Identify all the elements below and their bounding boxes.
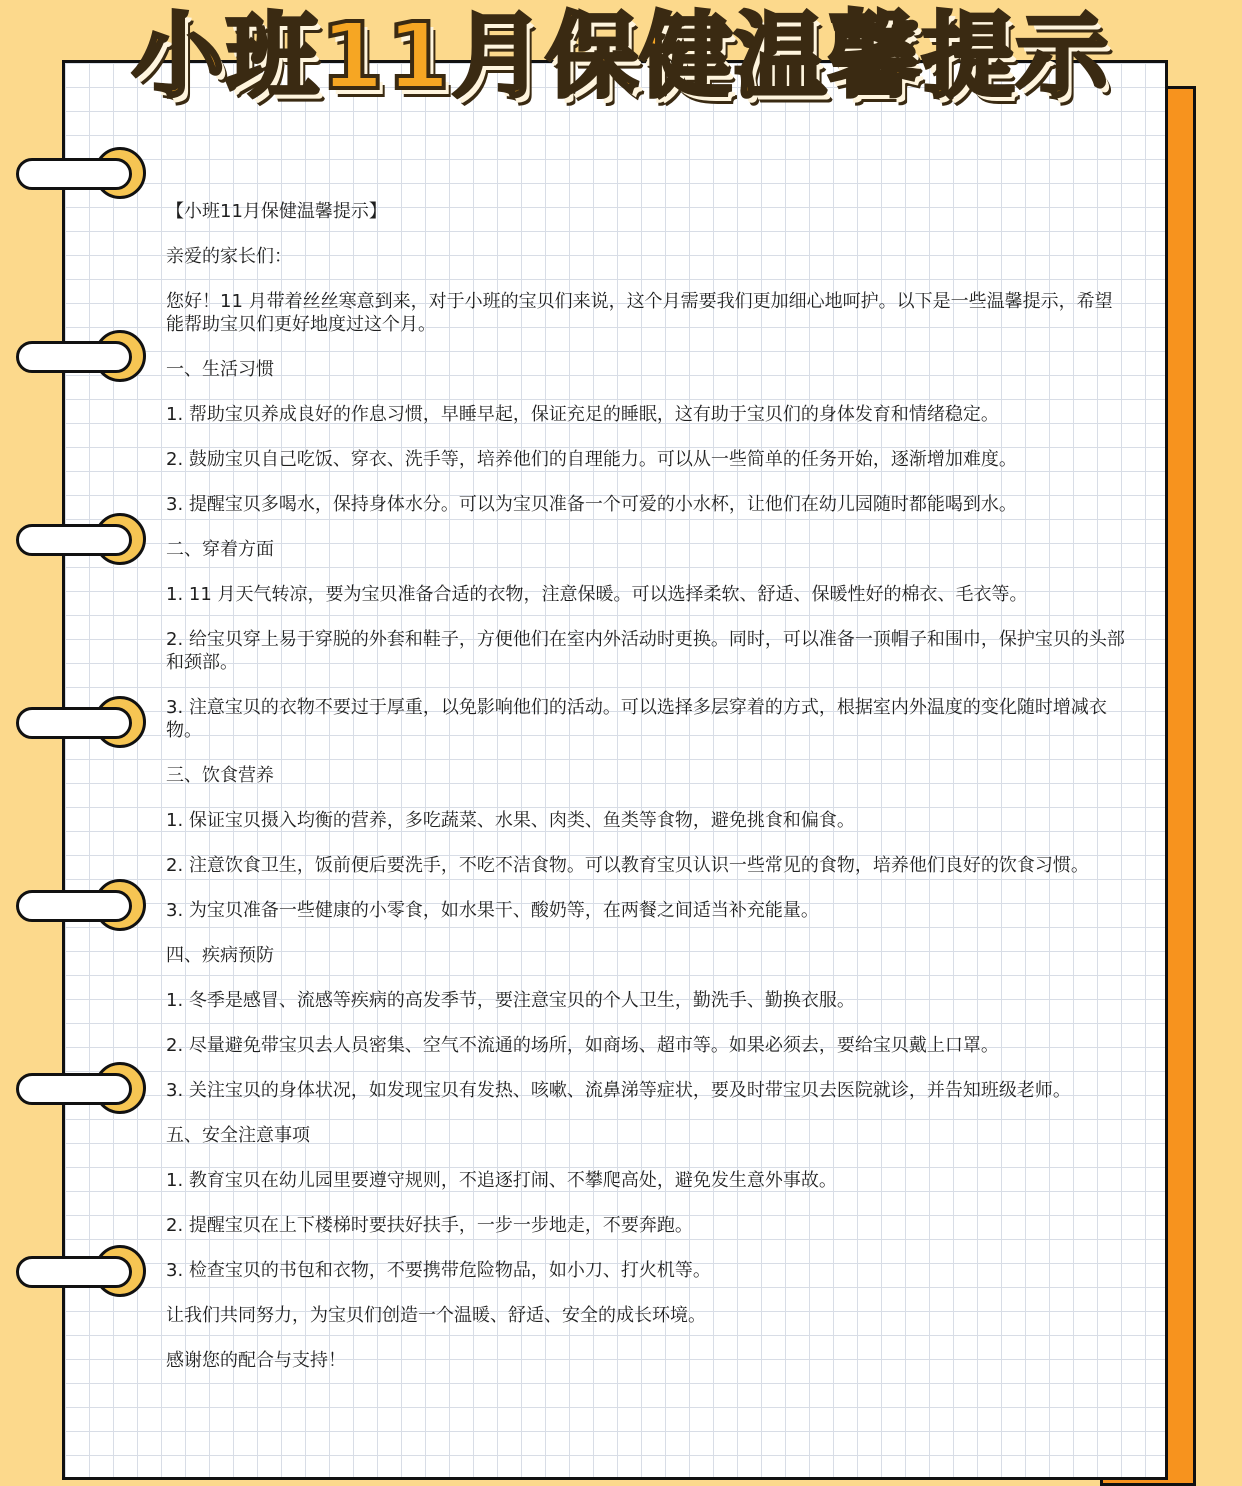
list-item: 2. 给宝贝穿上易于穿脱的外套和鞋子，方便他们在室内外活动时更换。同时，可以准备一顶帽子和围巾，保护宝贝的头部和颈部。 bbox=[166, 629, 1125, 673]
page-title: 小班11月保健温馨提示 bbox=[131, 3, 1111, 110]
list-item: 3. 提醒宝贝多喝水，保持身体水分。可以为宝贝准备一个可爱的小水杯，让他们在幼儿园随时都能喝到水。 bbox=[166, 494, 1017, 515]
binder-ring-icon bbox=[16, 148, 148, 200]
list-item: 1. 11 月天气转凉，要为宝贝准备合适的衣物，注意保暖。可以选择柔软、舒适、保暖性好的棉衣、毛衣等。 bbox=[166, 584, 1028, 605]
greeting: 亲爱的家长们： bbox=[166, 246, 292, 267]
intro-paragraph: 您好！11 月带着丝丝寒意到来，对于小班的宝贝们来说，这个月需要我们更加细心地呵护。以下是一些温馨提示，希望能帮助宝贝们更好地度过这个月。 bbox=[166, 291, 1113, 335]
section-heading: 五、安全注意事项 bbox=[166, 1125, 310, 1146]
section-heading: 四、疾病预防 bbox=[166, 945, 274, 966]
list-item: 1. 保证宝贝摄入均衡的营养，多吃蔬菜、水果、肉类、鱼类等食物，避免挑食和偏食。 bbox=[166, 810, 855, 831]
notice-heading: 【小班11月保健温馨提示】 bbox=[166, 201, 387, 222]
list-item: 2. 尽量避免带宝贝去人员密集、空气不流通的场所，如商场、超市等。如果必须去，要给宝贝戴上口罩。 bbox=[166, 1035, 999, 1056]
list-item: 3. 注意宝贝的衣物不要过于厚重，以免影响他们的活动。可以选择多层穿着的方式，根据室内外温度的变化随时增减衣物。 bbox=[166, 697, 1107, 741]
binder-ring-icon bbox=[16, 514, 148, 566]
list-item: 3. 检查宝贝的书包和衣物，不要携带危险物品，如小刀、打火机等。 bbox=[166, 1260, 711, 1281]
list-item: 1. 冬季是感冒、流感等疾病的高发季节，要注意宝贝的个人卫生，勤洗手、勤换衣服。 bbox=[166, 990, 855, 1011]
notice-body bbox=[166, 200, 1126, 1394]
list-item: 2. 注意饮食卫生，饭前便后要洗手，不吃不洁食物。可以教育宝贝认识一些常见的食物，培养他们良好的饮食习惯。 bbox=[166, 855, 1089, 876]
list-item: 3. 为宝贝准备一些健康的小零食，如水果干、酸奶等，在两餐之间适当补充能量。 bbox=[166, 900, 819, 921]
binder-ring-icon bbox=[16, 880, 148, 932]
closing-paragraph: 让我们共同努力，为宝贝们创造一个温暖、舒适、安全的成长环境。 bbox=[166, 1305, 706, 1326]
section-heading: 三、饮食营养 bbox=[166, 765, 274, 786]
section-heading: 一、生活习惯 bbox=[166, 359, 274, 380]
list-item: 2. 提醒宝贝在上下楼梯时要扶好扶手，一步一步地走，不要奔跑。 bbox=[166, 1215, 693, 1236]
list-item: 1. 帮助宝贝养成良好的作息习惯，早睡早起，保证充足的睡眠，这有助于宝贝们的身体发育和情绪稳定。 bbox=[166, 404, 999, 425]
list-item: 2. 鼓励宝贝自己吃饭、穿衣、洗手等，培养他们的自理能力。可以从一些简单的任务开始，逐渐增加难度。 bbox=[166, 449, 1017, 470]
binder-ring-icon bbox=[16, 1246, 148, 1298]
list-item: 3. 关注宝贝的身体状况，如发现宝贝有发热、咳嗽、流鼻涕等症状，要及时带宝贝去医院就诊，并告知班级老师。 bbox=[166, 1080, 1071, 1101]
binder-ring-icon bbox=[16, 697, 148, 749]
thanks-line: 感谢您的配合与支持！ bbox=[166, 1350, 346, 1371]
section-heading: 二、穿着方面 bbox=[166, 539, 274, 560]
list-item: 1. 教育宝贝在幼儿园里要遵守规则，不追逐打闹、不攀爬高处，避免发生意外事故。 bbox=[166, 1170, 837, 1191]
binder-ring-icon bbox=[16, 1063, 148, 1115]
binder-ring-icon bbox=[16, 331, 148, 383]
